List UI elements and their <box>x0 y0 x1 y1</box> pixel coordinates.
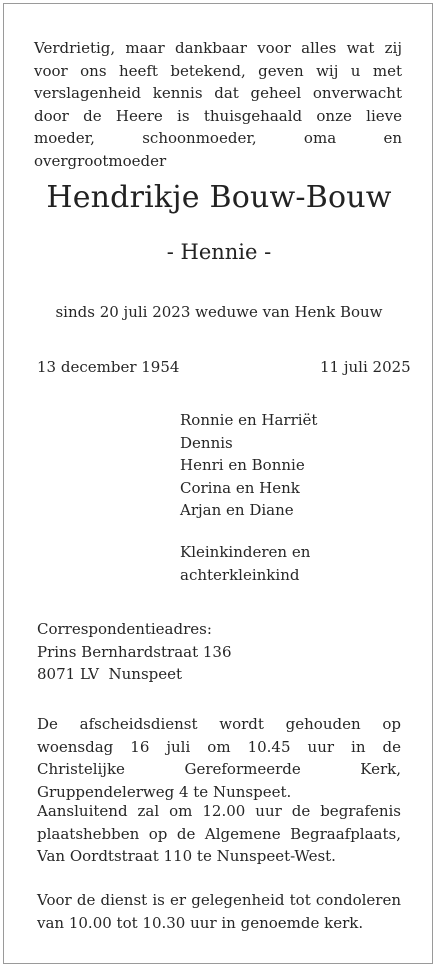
family-list <box>180 409 317 522</box>
family-member: Arjan en Diane <box>180 501 294 520</box>
family-member: Henri en Bonnie <box>180 456 305 475</box>
death-date: 11 juli 2025 <box>320 358 411 376</box>
intro-paragraph: Verdrietig, maar dankbaar voor alles wat zij voor ons heeft betekend, geven wij u met verslagenheid kennis dat geheel onverwacht door de Heere is thuisgehaald onze lieve moeder, schoonmoeder, oma en overgrootmoeder <box>34 39 402 170</box>
family-member: Dennis <box>180 433 233 452</box>
deceased-name: Hendrikje Bouw-Bouw <box>46 180 392 215</box>
burial-paragraph: Aansluitend zal om 12.00 uur de begrafenis plaatshebben op de Algemene Begraafplaats, Van Oordtstraat 110 te Nunspeet-West. <box>37 802 401 866</box>
correspondence-street: Prins Bernhardstraat 136 <box>37 642 232 661</box>
birth-date: 13 december 1954 <box>37 358 180 376</box>
family-member: Corina en Henk <box>180 478 300 497</box>
service-paragraph: De afscheidsdienst wordt gehouden op woensdag 16 juli om 10.45 uur in de Christelijke Gereformeerde Kerk, Gruppendelerweg 4 te Nunspeet. <box>37 715 401 801</box>
nickname: - Hennie - <box>166 240 272 264</box>
condolence-paragraph: Voor de dienst is er gelegenheid tot condoleren van 10.00 tot 10.30 uur in genoemde kerk. <box>37 891 401 932</box>
correspondence-city: 8071 LV Nunspeet <box>37 665 183 684</box>
grandchildren <box>180 541 310 586</box>
widow-line: sinds 20 juli 2023 weduwe van Henk Bouw <box>55 303 383 321</box>
correspondence-address <box>37 618 232 686</box>
correspondence-label: Correspondentieadres: <box>37 620 212 638</box>
grandchildren-line: Kleinkinderen en <box>180 543 311 561</box>
grandchildren-line: achterkleinkind <box>180 565 300 584</box>
family-member: Ronnie en Harriët <box>180 411 318 429</box>
